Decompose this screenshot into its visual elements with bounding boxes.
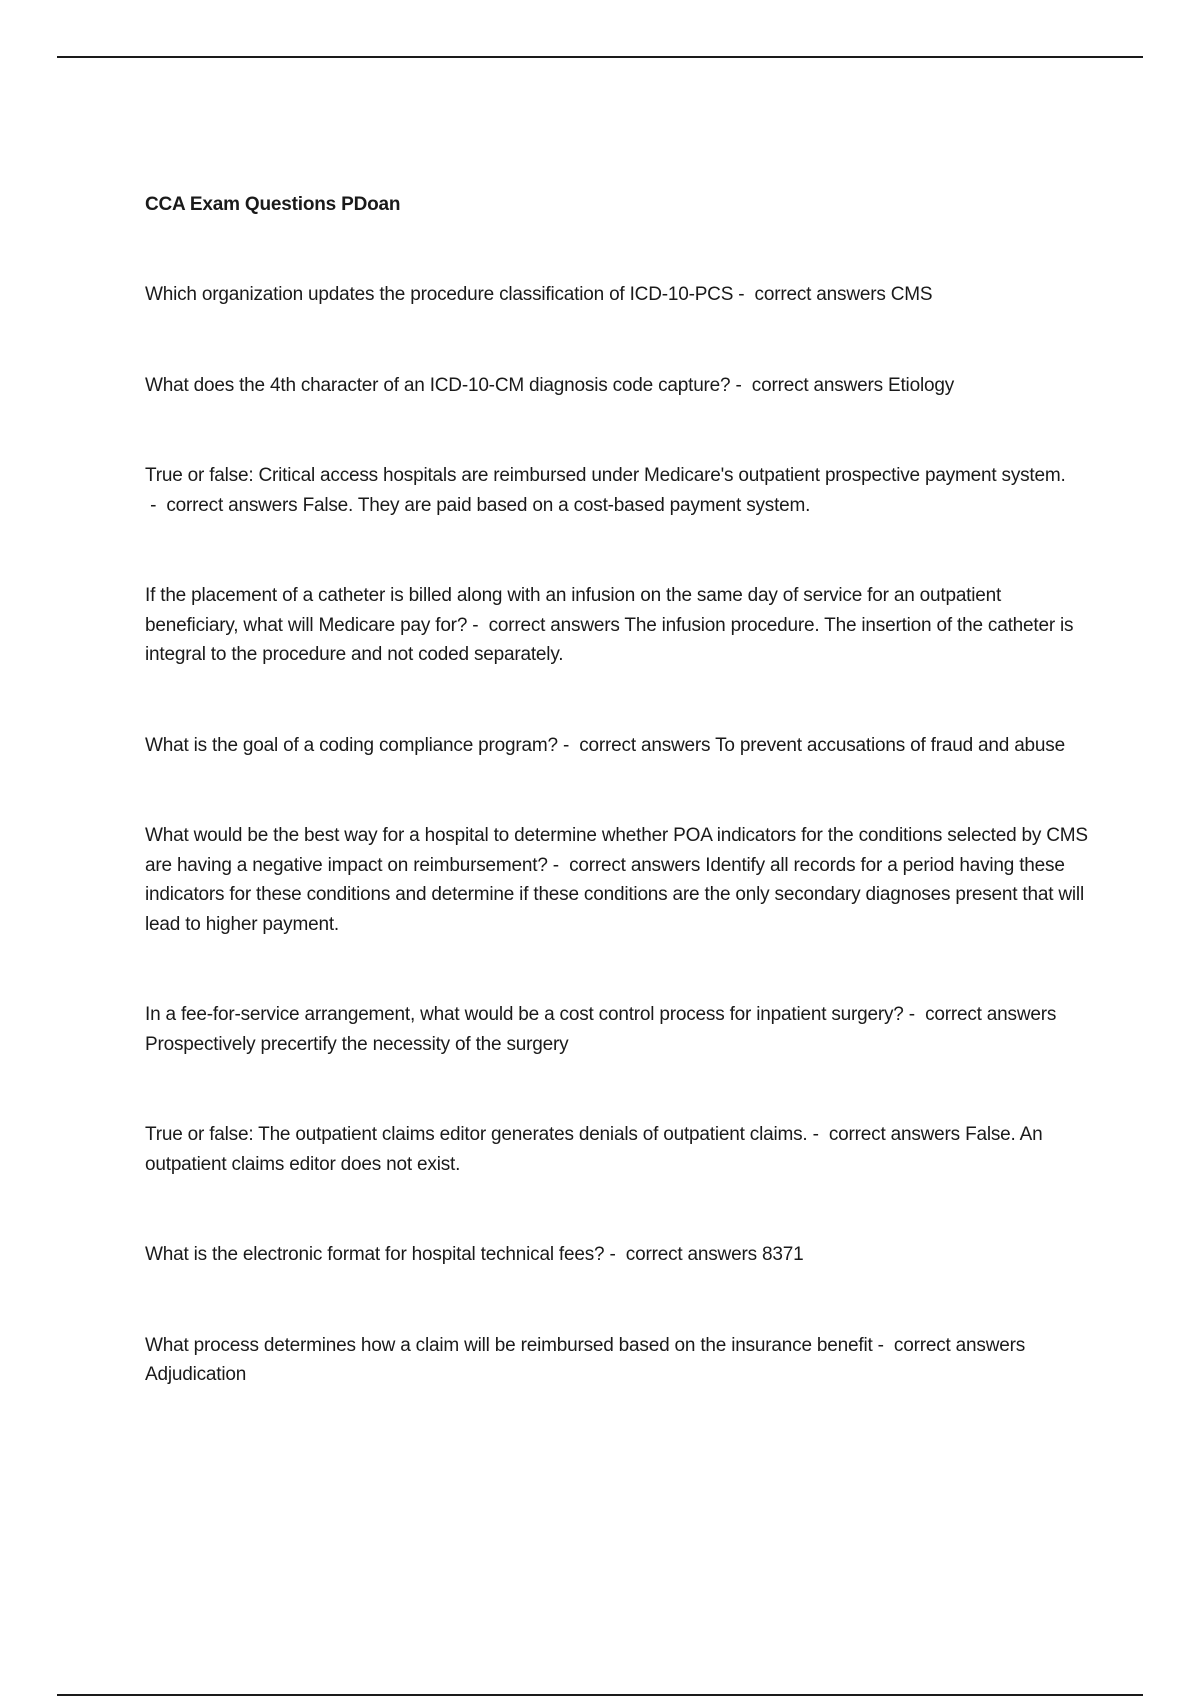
qa-separator: - — [903, 1004, 926, 1025]
question-text: In a fee-for-service arrangement, what would be a cost control process for inpatient surgery? — [145, 1004, 904, 1025]
answer-prefix: correct answers — [893, 1334, 1026, 1356]
answer-prefix: correct answers — [488, 614, 620, 636]
qa-item — [145, 1000, 1090, 1059]
answer-prefix: correct answers — [754, 284, 886, 305]
qa-item — [145, 1331, 1090, 1390]
qa-item — [145, 371, 1090, 401]
qa-item — [145, 731, 1090, 761]
answer-text: 8371 — [761, 1244, 804, 1265]
qa-separator: - — [730, 374, 752, 396]
qa-separator: - — [467, 614, 489, 636]
answer-text: Prospectively precertify the necessity of the surgery — [145, 1033, 569, 1055]
footer-rule — [57, 1694, 1143, 1696]
answer-text: The infusion procedure. The insertion of the catheter is integral to the procedure and not coded separately. — [145, 614, 1074, 665]
answer-text: To prevent accusations of fraud and abuse — [715, 734, 1065, 756]
document-title: CCA Exam Questions PDoan — [145, 194, 401, 215]
qa-separator: - — [733, 284, 755, 305]
qa-item — [145, 821, 1090, 939]
question-text: What would be the best way for a hospital to determine whether POA indicators for the conditions selected by CMS are having a negative impact on reimbursement? — [145, 825, 1088, 876]
answer-prefix: correct answers — [925, 1004, 1057, 1025]
qa-item — [145, 461, 1090, 520]
header-rule — [57, 56, 1143, 58]
question-text: Which organization updates the procedure classification of ICD-10-PCS — [145, 284, 734, 305]
answer-prefix: correct answers — [166, 494, 298, 516]
question-text: What does the 4th character of an ICD-10-CM diagnosis code capture? — [145, 374, 731, 396]
qa-separator: - — [807, 1124, 829, 1145]
qa-item — [145, 1120, 1090, 1179]
question-text: What process determines how a claim will be reimbursed based on the insurance benefit — [145, 1334, 873, 1356]
qa-item — [145, 1240, 1090, 1270]
answer-text: Adjudication — [145, 1364, 247, 1385]
answer-text: CMS — [890, 284, 933, 305]
qa-item — [145, 280, 1090, 310]
question-text: True or false: The outpatient claims editor generates denials of outpatient claims. — [145, 1124, 808, 1145]
qa-separator: - — [604, 1244, 626, 1265]
qa-separator: - — [547, 854, 570, 876]
qa-item — [145, 581, 1090, 670]
answer-prefix: correct answers — [579, 734, 711, 756]
question-text: If the placement of a catheter is billed along with an infusion on the same day of service for an outpatient beneficiary, what will Medicare pay for? — [145, 585, 1002, 636]
answer-text: Etiology — [888, 374, 954, 396]
answer-prefix: correct answers — [625, 1244, 757, 1265]
answer-text: False. They are paid based on a cost-based payment system. — [302, 494, 811, 516]
question-text: What is the electronic format for hospital technical fees? — [145, 1244, 605, 1265]
answer-prefix: correct answers — [569, 854, 701, 876]
qa-separator: - — [872, 1334, 894, 1356]
document-body — [145, 190, 1090, 1451]
qa-separator: - — [145, 494, 167, 516]
answer-prefix: correct answers — [751, 374, 883, 396]
qa-separator: - — [557, 734, 580, 756]
question-text: True or false: Critical access hospitals are reimbursed under Medicare's outpatient prospective payment system. — [145, 465, 1066, 486]
question-text: What is the goal of a coding compliance program? — [145, 734, 558, 756]
answer-prefix: correct answers — [828, 1124, 960, 1145]
answer-text: False. An outpatient claims editor does not exist. — [145, 1124, 1043, 1175]
answer-text: Identify all records for a period having these indicators for these conditions and determine if these conditions are the only secondary diagnoses present that will lead to higher payment. — [145, 854, 1084, 935]
